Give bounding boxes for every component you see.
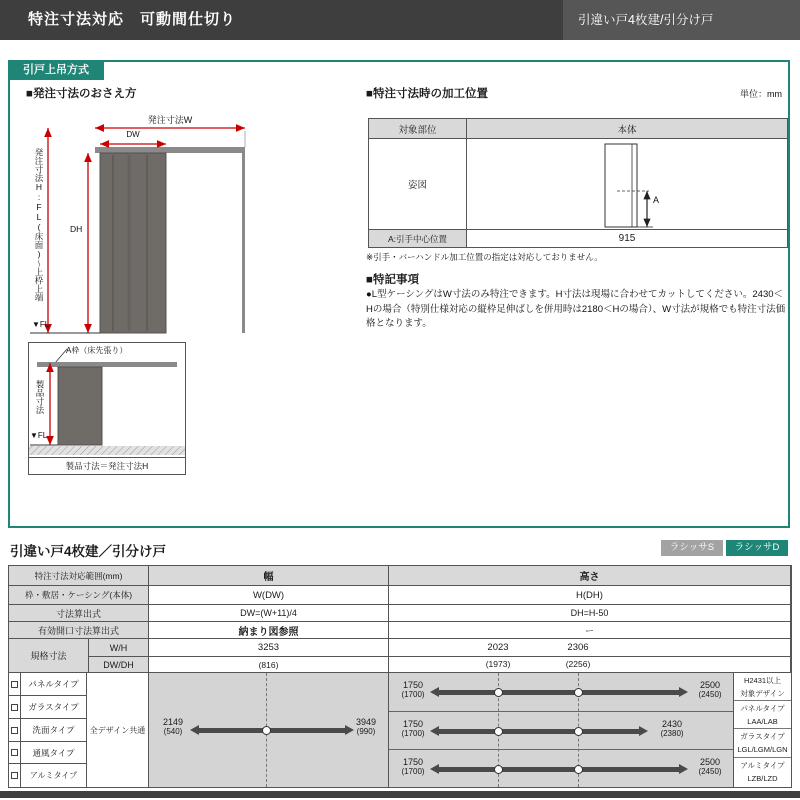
spec-frame-row: 枠・敷居・ケーシング(本体) — [9, 586, 149, 605]
badge-lasissa-d: ラシッサD — [726, 540, 788, 556]
width-range-diagram — [149, 673, 389, 787]
spec-std-dw: (816) — [149, 657, 389, 673]
range-arrow-left — [430, 726, 439, 736]
spec-frame-w: W(DW) — [149, 586, 389, 605]
product-dimension-diagram — [29, 343, 185, 456]
band2-max-value — [649, 719, 695, 739]
door-frame-right — [242, 147, 245, 333]
label-dim-a: A — [653, 195, 660, 205]
page-title: 特注寸法対応 可動間仕切り — [28, 11, 237, 28]
width-min-sub: (540) — [163, 727, 183, 737]
width-max-value — [345, 717, 387, 737]
target-group-panel — [734, 701, 791, 729]
door-track-small — [37, 362, 177, 367]
machining-col-body: 本体 — [467, 119, 787, 139]
band3-min-sub: (1700) — [401, 767, 425, 777]
target-group-header — [734, 673, 791, 701]
label-fl-lower: ▼FL — [30, 431, 48, 440]
width-max: 3949 — [355, 717, 377, 727]
label-product-dimension: 製品寸法 — [35, 380, 45, 414]
range-arrow-left — [430, 687, 439, 697]
product-dimension-caption: 製品寸法＝発注寸法H — [28, 457, 186, 475]
spec-range-header: 特注寸法対応範囲(mm) — [9, 566, 149, 586]
machining-heading: ■特注寸法時の加工位置 — [366, 88, 488, 100]
band2-min-sub: (1700) — [401, 729, 425, 739]
unit-label: 単位：mm — [740, 89, 782, 99]
machining-note: ※引手・バーハンドル加工位置の指定は対応しておりません。 — [366, 252, 603, 262]
target-line: LAA/LAB — [747, 717, 778, 726]
range-bar — [439, 767, 679, 772]
band3-max-sub: (2450) — [698, 767, 722, 777]
label-a-frame: A枠（床先張り） — [66, 346, 128, 355]
band1-max: 2500 — [699, 680, 721, 690]
spec-std-h-cell — [389, 639, 791, 657]
badge-lasissa-s: ラシッサS — [661, 540, 723, 556]
standard-size-dot — [494, 727, 503, 736]
target-design-cell — [734, 673, 791, 787]
spec-formula-w: DW=(W+11)/4 — [149, 605, 389, 622]
target-line: 対象デザイン — [740, 689, 785, 698]
band1-max-value — [687, 680, 733, 700]
spec-std-h2: 2306 — [567, 642, 589, 653]
type-bracket-2 — [9, 696, 21, 719]
spec-std-w: 3253 — [149, 639, 389, 657]
spec-table — [8, 565, 792, 788]
range-arrow-right — [639, 726, 648, 736]
spec-standard-row: 規格寸法 — [9, 639, 89, 673]
order-dimensions-heading: ■発注寸法のおさえ方 — [26, 88, 137, 100]
spec-frame-h: H(DH) — [389, 586, 791, 605]
target-group-glass — [734, 729, 791, 758]
header-bar — [0, 0, 800, 40]
door-track — [95, 147, 245, 153]
spec-std-dh1: (1973) — [485, 659, 511, 669]
standard-size-dot — [262, 726, 271, 735]
bracket-mark — [11, 727, 18, 734]
label-fl-upper: ▼FL — [32, 320, 50, 329]
machining-row-figure: 姿図 — [369, 139, 467, 230]
door-panel — [100, 153, 166, 333]
range-bar — [199, 728, 345, 733]
type-row-panel: パネルタイプ — [21, 673, 87, 696]
hanging-method-tab: 引戸上吊方式 — [8, 60, 104, 80]
standard-size-dot — [574, 765, 583, 774]
height-band-3 — [389, 749, 733, 787]
width-min: 2149 — [162, 717, 184, 727]
spec-wh-label: W/H — [89, 639, 149, 657]
machining-table — [368, 118, 788, 248]
type-row-alumi: アルミタイプ — [21, 764, 87, 787]
target-line: LGL/LGM/LGN — [737, 745, 788, 754]
machining-handle-value: 915 — [467, 230, 787, 247]
bracket-mark — [11, 772, 18, 779]
type-bracket-1 — [9, 673, 21, 696]
order-dimension-diagram — [25, 103, 295, 338]
range-arrow-left — [430, 764, 439, 774]
bracket-mark — [11, 704, 18, 711]
height-range-diagram — [389, 673, 734, 787]
remarks-heading: ■特記事項 — [366, 274, 419, 286]
band2-min: 1750 — [402, 719, 424, 729]
range-bar — [439, 690, 679, 695]
target-line: パネルタイプ — [740, 704, 785, 713]
band2-max: 2430 — [661, 719, 683, 729]
machining-col-part: 対象部位 — [369, 119, 467, 139]
bracket-mark — [11, 681, 18, 688]
type-bracket-5 — [9, 764, 21, 787]
standard-size-dot — [574, 727, 583, 736]
machining-row-handle: A:引手中心位置 — [369, 230, 467, 247]
height-band-2 — [389, 711, 733, 749]
spec-formula-row: 寸法算出式 — [9, 605, 149, 622]
type-bracket-4 — [9, 742, 21, 764]
height-band-1 — [389, 673, 733, 711]
standard-size-dot — [494, 765, 503, 774]
spec-dwdh-label: DW/DH — [89, 657, 149, 673]
spec-opening-w: 納まり図参照 — [149, 622, 389, 639]
label-dw: DW — [126, 130, 140, 139]
band3-max-value — [687, 757, 733, 777]
machining-figure-cell — [467, 139, 787, 230]
type-bracket-3 — [9, 719, 21, 742]
range-arrow-left — [190, 725, 199, 735]
target-line: H2431以上 — [743, 676, 782, 685]
floor-hatch — [29, 446, 185, 455]
spec-formula-h: DH=H-50 — [389, 605, 791, 622]
remarks-bullet: ●L型ケーシングはW寸法のみ特注できます。H寸法は現場に合わせてカットしてください。2430＜Hの場合（特別仕様対応の縦枠足伸ばしを併用時は2180＜Hの場合）、W寸法が規格でも特注寸法価格となります。 — [366, 289, 786, 330]
label-order-width: 発注寸法W — [147, 115, 193, 125]
standard-size-dot — [494, 688, 503, 697]
band1-max-sub: (2450) — [698, 690, 722, 700]
bottom-bar — [0, 791, 800, 798]
type-row-vent: 通風タイプ — [21, 742, 87, 764]
page-subtitle: 引違い戸4枚建/引分け戸 — [578, 13, 714, 27]
spec-std-dh-cell — [389, 657, 791, 673]
type-row-washroom: 洗面タイプ — [21, 719, 87, 742]
range-bar — [439, 729, 639, 734]
band2-max-sub: (2380) — [660, 729, 684, 739]
spec-std-h1: 2023 — [487, 642, 509, 653]
target-group-alumi — [734, 758, 791, 787]
label-dh: DH — [70, 224, 83, 234]
target-line: LZB/LZD — [747, 774, 778, 783]
spec-std-dh2: (2256) — [565, 659, 591, 669]
band1-min-sub: (1700) — [401, 690, 425, 700]
band1-min: 1750 — [402, 680, 424, 690]
all-designs-cell: 全デザイン共通 — [87, 673, 149, 787]
type-row-glass: ガラスタイプ — [21, 696, 87, 719]
target-line: ガラスタイプ — [740, 732, 785, 741]
spec-opening-h: ー — [389, 622, 791, 639]
label-order-height: 発注寸法H:FL(床面)〜上枠上端 — [34, 148, 44, 302]
bracket-mark — [11, 749, 18, 756]
width-max-sub: (990) — [356, 727, 376, 737]
standard-size-dot — [574, 688, 583, 697]
spec-width-header: 幅 — [149, 566, 389, 586]
spec-section-title: 引違い戸4枚建／引分け戸 — [10, 544, 167, 559]
handle-position-diagram — [585, 140, 695, 229]
target-line: アルミタイプ — [740, 761, 785, 770]
spec-opening-row: 有効開口寸法算出式 — [9, 622, 149, 639]
band3-min: 1750 — [402, 757, 424, 767]
spec-height-header: 高さ — [389, 566, 791, 586]
door-panel-small — [58, 367, 102, 445]
band3-max: 2500 — [699, 757, 721, 767]
